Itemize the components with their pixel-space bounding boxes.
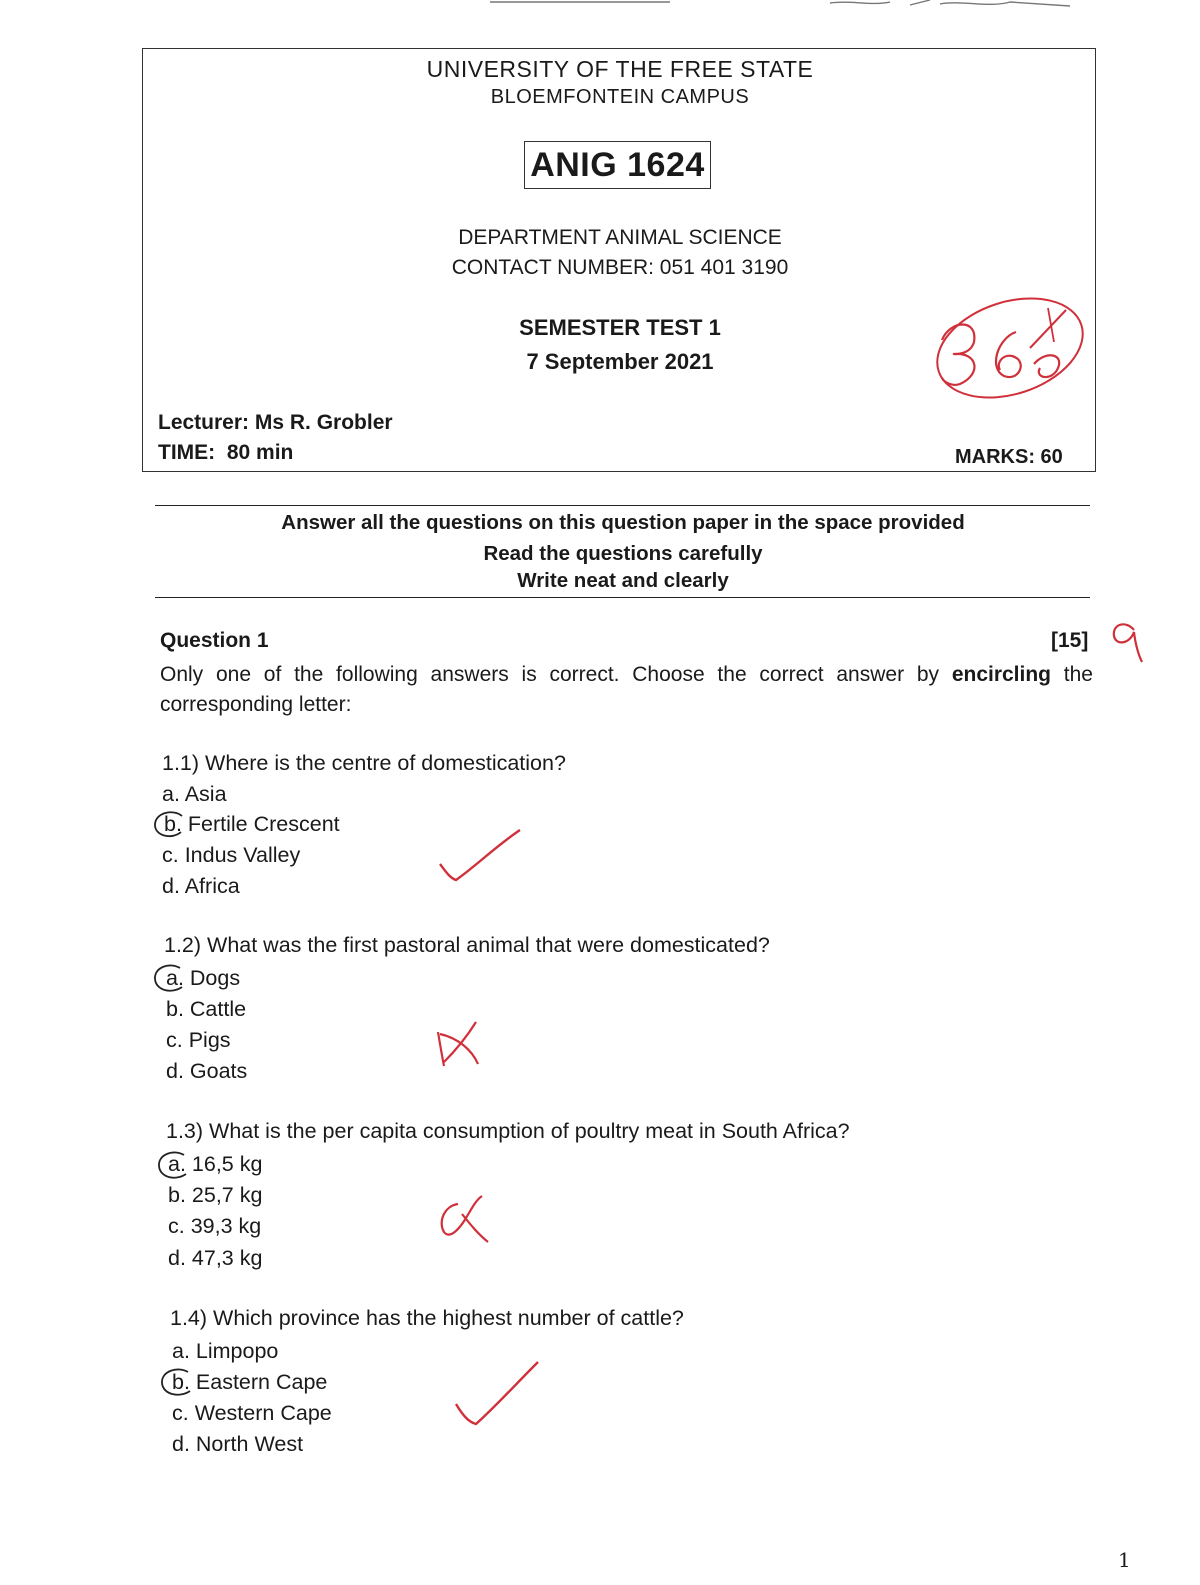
question-1-4-option-b: b. Eastern Cape (172, 1370, 328, 1394)
question-title: Question 1 (160, 629, 269, 652)
question-1-1-option-d: d. Africa (162, 874, 240, 898)
instruction-line-2: Read the questions carefully (483, 542, 763, 565)
question-marks: [15] (1051, 629, 1089, 652)
handwritten-total-score (930, 290, 1090, 410)
cross-mark-icon (434, 1018, 484, 1070)
time-allowed: TIME: 80 min (158, 441, 294, 464)
question-1-3-option-a: a. 16,5 kg (168, 1152, 263, 1176)
question-1-2-option-d: d. Goats (166, 1059, 248, 1083)
question-1-2-option-a: a. Dogs (166, 966, 241, 990)
question-1-1-option-a: a. Asia (162, 782, 227, 806)
answer-circle-icon (152, 963, 188, 995)
question-1-1-option-c: c. Indus Valley (162, 843, 301, 867)
top-edge-handwriting (470, 0, 1070, 16)
campus-name: BLOEMFONTEIN CAMPUS (490, 86, 750, 108)
question-1-4-option-c: c. Western Cape (172, 1401, 332, 1425)
cross-mark-icon (436, 1192, 496, 1248)
lecturer: Lecturer: Ms R. Grobler (158, 411, 393, 434)
tick-mark-icon (436, 826, 526, 886)
test-date: 7 September 2021 (526, 349, 714, 374)
desc-after: the corresponding letter: (160, 663, 1093, 716)
answer-circle-icon (158, 1367, 196, 1399)
instruction-line-1: Answer all the questions on this question paper in the space provided (281, 511, 965, 534)
answer-circle-icon (152, 810, 188, 840)
total-marks: MARKS: 60 (955, 446, 1063, 468)
question-1-2-option-b: b. Cattle (166, 997, 247, 1021)
desc-before: Only one of the following answers is correct. Choose the correct answer by (160, 663, 952, 686)
question-1-1-stem: 1.1) Where is the centre of domestication? (162, 751, 566, 775)
question-description (160, 660, 1093, 720)
question-1-4-option-d: d. North West (172, 1432, 304, 1456)
desc-bold: encircling (951, 663, 1052, 686)
question-1-4-option-a: a. Limpopo (172, 1339, 279, 1363)
contact-number: CONTACT NUMBER: 051 401 3190 (451, 256, 789, 279)
answer-circle-icon (156, 1150, 192, 1182)
module-code: ANIG 1624 (524, 141, 711, 189)
handwritten-question-score (1108, 618, 1148, 666)
question-1-3-stem: 1.3) What is the per capita consumption of poultry meat in South Africa? (166, 1119, 850, 1143)
tick-mark-icon (452, 1360, 544, 1430)
page-number: 1 (1118, 1548, 1131, 1572)
instruction-line-3: Write neat and clearly (517, 569, 729, 592)
instructions-bottom-rule (155, 597, 1090, 598)
question-1-3-option-d: d. 47,3 kg (168, 1246, 263, 1270)
question-1-1-option-b: b. Fertile Crescent (164, 812, 340, 836)
question-1-3-option-c: c. 39,3 kg (168, 1214, 262, 1238)
test-title: SEMESTER TEST 1 (519, 315, 721, 340)
question-1-2-stem: 1.2) What was the first pastoral animal that were domesticated? (164, 933, 770, 957)
department: DEPARTMENT ANIMAL SCIENCE (458, 226, 782, 249)
question-1-3-option-b: b. 25,7 kg (168, 1183, 263, 1207)
university-name: UNIVERSITY OF THE FREE STATE (426, 56, 814, 82)
instructions-top-rule (155, 505, 1090, 506)
question-1-4-stem: 1.4) Which province has the highest number of cattle? (170, 1306, 684, 1330)
question-1-2-option-c: c. Pigs (166, 1028, 231, 1052)
